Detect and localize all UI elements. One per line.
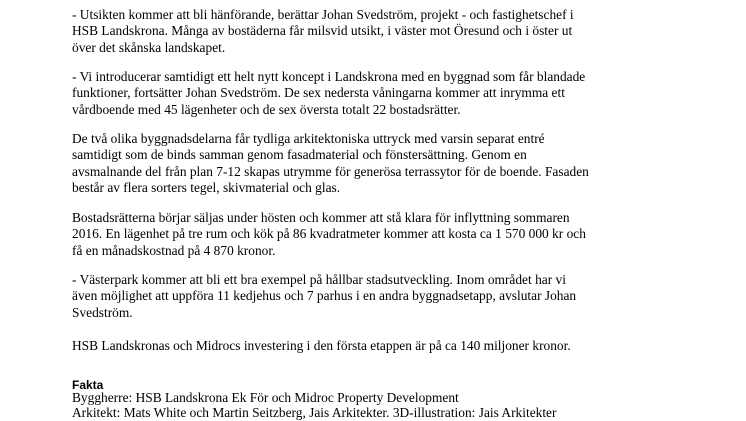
paragraph-utsikten	[72, 7, 672, 56]
paragraph-byggnadsdelar	[72, 131, 672, 196]
text-line: över det skånska landskapet.	[72, 39, 226, 55]
text-line: HSB Landskrona. Många av bostäderna får milsvid utsikt, i väster mot Öresund och i öster ut	[72, 23, 573, 39]
text-line: samtidigt som de binds samman genom fasadmaterial och fönstersättning. Genom en	[72, 147, 527, 163]
text-line: även möjlighet att uppföra 11 kedjehus och 7 parhus i en andra byggnadsetapp, avslutar Johan	[72, 288, 577, 304]
text-line: avsmalnande del från plan 7-12 skapas utrymme för generösa terrassytor för de boende. Fasaden	[72, 163, 589, 179]
text-line: Svedström.	[72, 304, 133, 320]
text-line: 2016. En lägenhet på tre rum och kök på 86 kvadratmeter kommer att kosta ca 1 570 000 kr och	[72, 226, 586, 242]
paragraph-vasterpark	[72, 272, 672, 321]
text-line: Bostadsrätterna börjar säljas under hösten och kommer att stå klara för inflyttning sommaren	[72, 210, 570, 225]
paragraph-investering	[72, 338, 672, 354]
text-line: - Utsikten kommer att bli hänförande, berättar Johan Svedström, projekt - och fastighetschef i	[72, 7, 574, 22]
text-line: funktioner, fortsätter Johan Svedström. De sex nedersta våningarna kommer att inrymma ett	[72, 85, 565, 101]
paragraph-bostadsratter	[72, 210, 672, 259]
text-line: - Västerpark kommer att bli ett bra exempel på hållbar stadsutveckling. Inom området har vi	[72, 272, 566, 287]
text-line: HSB Landskronas och Midrocs investering i den första etappen är på ca 140 miljoner kronor.	[72, 338, 571, 353]
text-line: få en månadskostnad på 4 870 kronor.	[72, 242, 276, 258]
text-line: - Vi introducerar samtidigt ett helt nytt koncept i Landskrona med en byggnad som får blandade	[72, 69, 586, 84]
text-line: vårdboende med 45 lägenheter och de sex översta totalt 22 bostadsrätter.	[72, 101, 461, 117]
fakta-heading: Fakta	[72, 378, 104, 392]
text-line: De två olika byggnadsdelarna får tydliga arkitektoniska uttryck med varsin separat entré	[72, 131, 545, 146]
fakta-arkitekt: Arkitekt: Mats White och Martin Seitzberg, Jais Arkitekter. 3D-illustration: Jais Arkitekter	[72, 405, 557, 420]
paragraph-koncept	[72, 69, 672, 118]
text-line: består av flera sorters tegel, skivmaterial och glas.	[72, 179, 341, 195]
fakta-byggherre: Byggherre: HSB Landskrona Ek För och Midroc Property Development	[72, 390, 459, 405]
